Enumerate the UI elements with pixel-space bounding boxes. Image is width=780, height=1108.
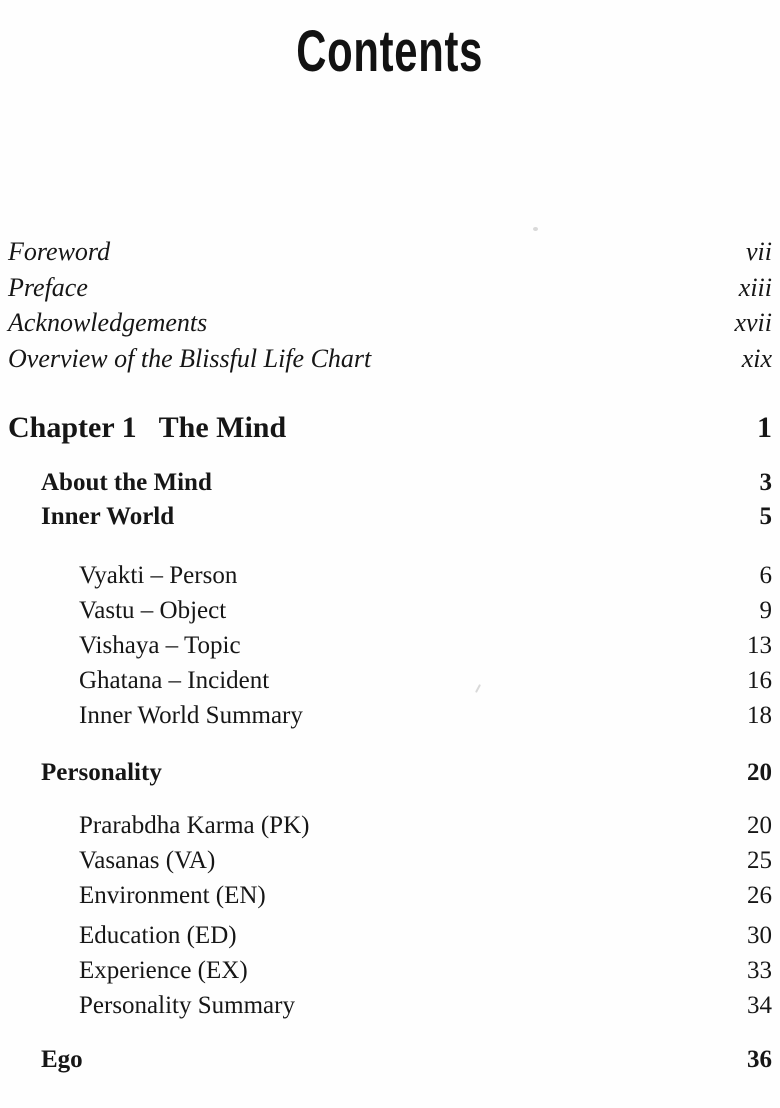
toc-entry-page: 1 bbox=[757, 411, 772, 444]
toc-entry-personality-summary bbox=[79, 989, 772, 1023]
toc-entry-page: xiii bbox=[738, 273, 772, 302]
toc-entry-vishaya bbox=[79, 629, 772, 663]
toc-entry-page: 16 bbox=[747, 667, 772, 694]
toc-entry-vasanas bbox=[79, 844, 772, 878]
toc-entry-label: Ego bbox=[41, 1046, 83, 1073]
toc-entry-label: Education (ED) bbox=[79, 922, 237, 949]
toc-entry-label: Personality bbox=[41, 759, 162, 786]
toc-entry-education bbox=[79, 919, 772, 953]
toc-entry-label: Personality Summary bbox=[79, 992, 295, 1019]
toc-entry-page: xvii bbox=[734, 308, 772, 337]
toc-entry-label: About the Mind bbox=[41, 469, 212, 496]
page-title-text: Contents bbox=[296, 19, 484, 84]
toc-entry-about-the-mind bbox=[41, 466, 772, 500]
toc-entry-ego bbox=[41, 1043, 772, 1077]
toc-entry-foreword bbox=[8, 235, 772, 269]
toc-chapter-label bbox=[8, 409, 286, 447]
toc-entry-label: Overview of the Blissful Life Chart bbox=[8, 344, 372, 373]
toc-entry-page: 5 bbox=[759, 503, 772, 530]
toc-entry-page: 36 bbox=[747, 1046, 772, 1073]
toc-entry-label: Foreword bbox=[8, 237, 111, 266]
toc-entry-label: Preface bbox=[8, 273, 88, 302]
scan-artifact-dot bbox=[533, 227, 538, 231]
toc-entry-page: vii bbox=[746, 237, 772, 266]
toc-entry-experience bbox=[79, 954, 772, 988]
chapter-number: Chapter 1 bbox=[8, 411, 137, 444]
toc-entry-page: 33 bbox=[747, 957, 772, 984]
toc-entry-environment bbox=[79, 879, 772, 913]
toc-entry-page: 34 bbox=[747, 992, 772, 1019]
toc-entry-vastu bbox=[79, 594, 772, 628]
page-title bbox=[0, 18, 780, 85]
toc-entry-label: Experience (EX) bbox=[79, 957, 248, 984]
toc-entry-personality bbox=[41, 756, 772, 790]
toc-entry-label: Ghatana – Incident bbox=[79, 667, 270, 694]
toc-entry-page: 18 bbox=[747, 702, 772, 729]
toc-entry-label: Vyakti – Person bbox=[79, 562, 238, 589]
toc-entry-acknowledgements bbox=[8, 306, 772, 340]
toc-entry-preface bbox=[8, 271, 772, 305]
toc-entry-inner-world bbox=[41, 500, 772, 534]
toc-entry-page: 26 bbox=[747, 882, 772, 909]
toc-chapter-heading bbox=[8, 409, 772, 447]
toc-entry-label: Vastu – Object bbox=[79, 597, 227, 624]
toc-entry-label: Vasanas (VA) bbox=[79, 847, 216, 874]
toc-entry-page: 6 bbox=[759, 562, 772, 589]
toc-entry-ghatana bbox=[79, 664, 772, 698]
toc-entry-prarabdha-karma bbox=[79, 809, 772, 843]
toc-entry-label: Inner World bbox=[41, 503, 175, 530]
toc-entry-page: 13 bbox=[747, 632, 772, 659]
toc-entry-label: Prarabdha Karma (PK) bbox=[79, 812, 310, 839]
toc-entry-label: Acknowledgements bbox=[8, 308, 208, 337]
toc-entry-page: 20 bbox=[747, 759, 772, 786]
toc-entry-vyakti bbox=[79, 559, 772, 593]
toc-entry-label: Inner World Summary bbox=[79, 702, 303, 729]
toc-entry-inner-world-summary bbox=[79, 699, 772, 733]
toc-entry-page: 9 bbox=[759, 597, 772, 624]
toc-entry-page: 30 bbox=[747, 922, 772, 949]
toc-entry-label: Vishaya – Topic bbox=[79, 632, 241, 659]
toc-entry-page: 25 bbox=[747, 847, 772, 874]
toc-entry-page: 3 bbox=[759, 469, 772, 496]
toc-entry-page: xix bbox=[741, 344, 772, 373]
toc-entry-label: Environment (EN) bbox=[79, 882, 266, 909]
chapter-title: The Mind bbox=[158, 411, 287, 444]
toc-entry-overview bbox=[8, 342, 772, 376]
toc-entry-page: 20 bbox=[747, 812, 772, 839]
